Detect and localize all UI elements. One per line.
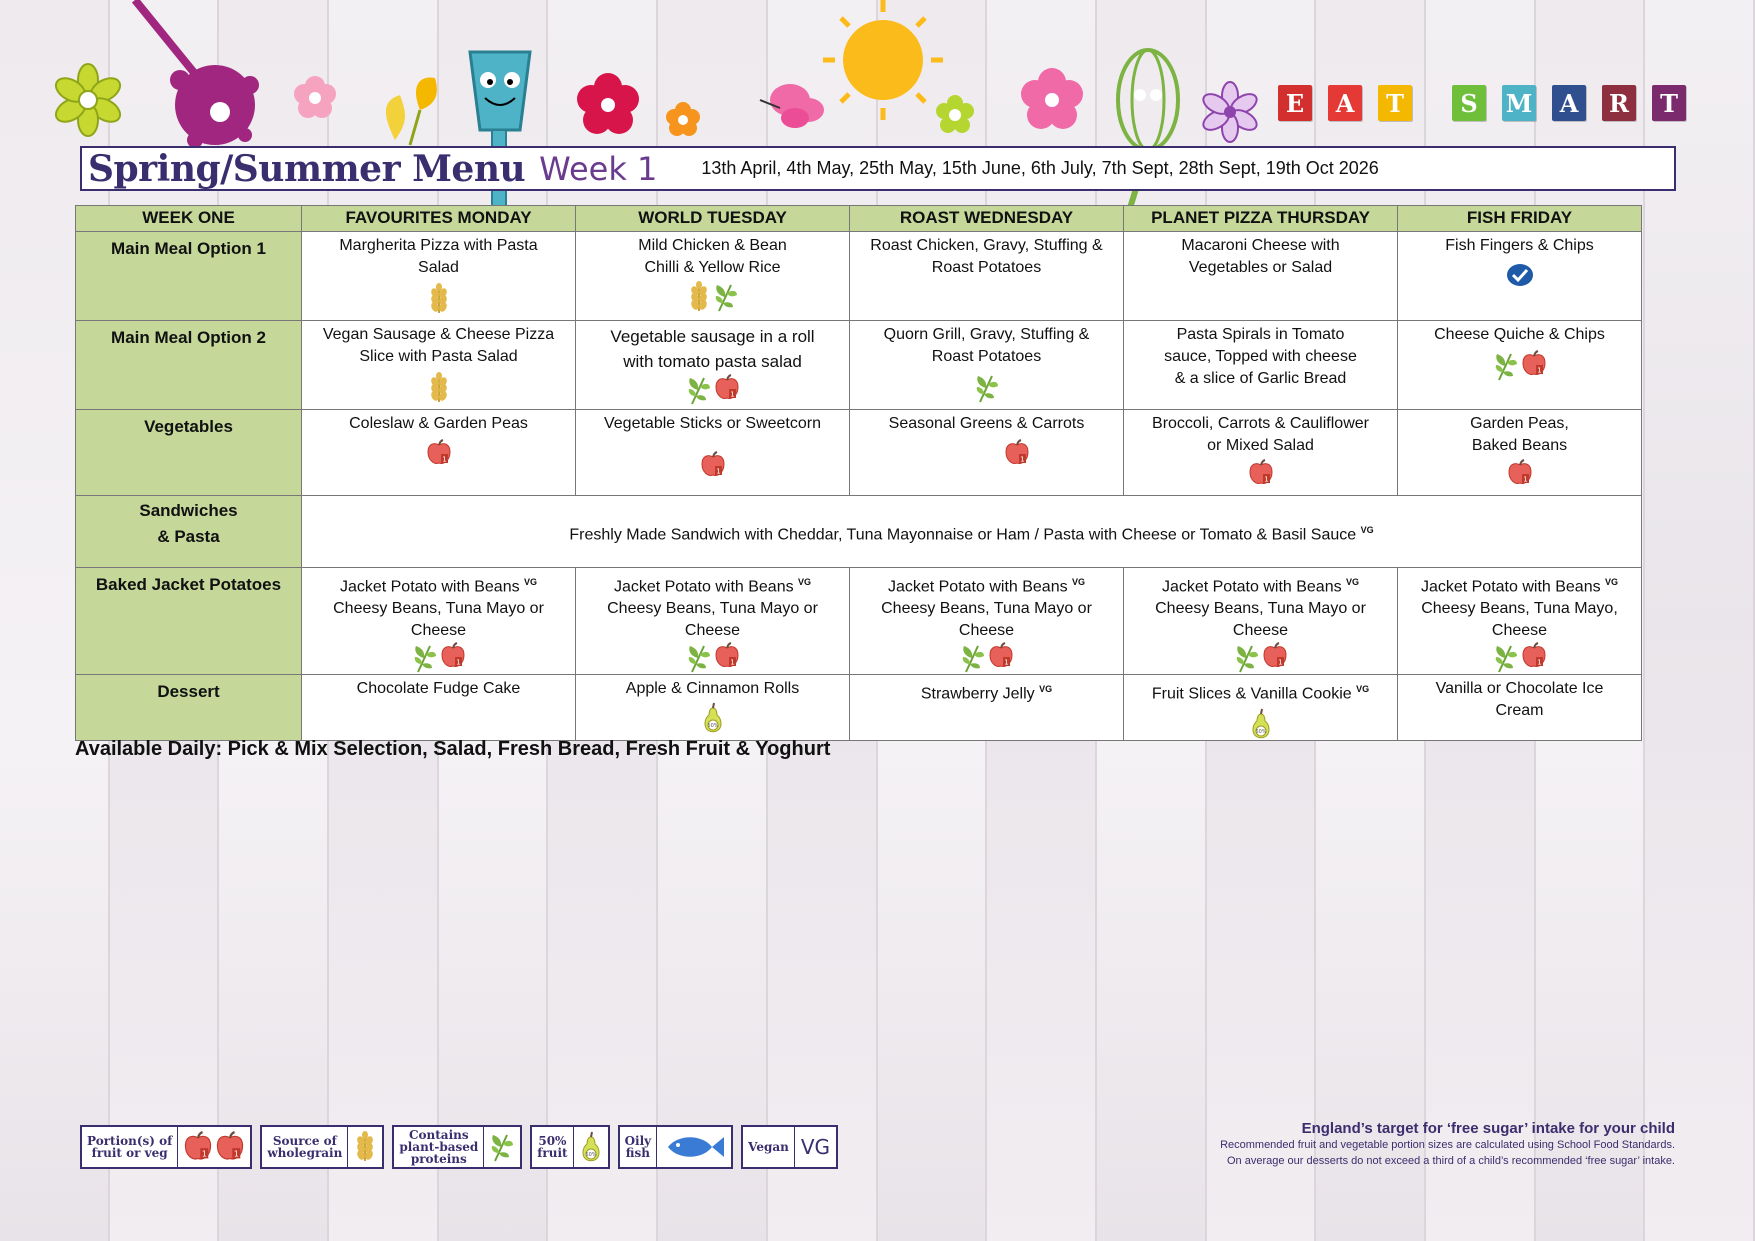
- menu-cell: [850, 410, 1124, 496]
- legend-fruit-veg: [80, 1125, 252, 1169]
- dish-text: Vegetable sausage in a roll with tomato pasta salad: [610, 327, 815, 371]
- header-monday: FAVOURITES MONDAY: [302, 206, 576, 232]
- menu-cell: [1124, 675, 1398, 740]
- sugar-note-line: Recommended fruit and vegetable portion sizes are calculated using School Food Standards.: [1220, 1139, 1675, 1151]
- legend-label: Vegan: [743, 1127, 795, 1167]
- dish-text: Garden Peas, Baked Beans: [1470, 415, 1569, 454]
- legend-label: Source of wholegrain: [262, 1127, 348, 1167]
- menu-cell: [302, 568, 576, 675]
- menu-cell: [1124, 321, 1398, 410]
- fruit-veg-icon: [215, 1131, 245, 1163]
- dish-text: Margherita Pizza with Pasta Salad: [339, 237, 538, 276]
- pear-icon: [579, 1131, 603, 1163]
- header-week-one: WEEK ONE: [76, 206, 302, 232]
- menu-cell: [1124, 232, 1398, 321]
- menu-cell: [576, 232, 850, 321]
- sun-icon: [823, 0, 943, 120]
- fruit-veg-icon: [440, 642, 466, 670]
- eat-smart-logo: [1278, 85, 1726, 121]
- menu-cell: [302, 321, 576, 410]
- fruit-veg-icon: [1262, 642, 1288, 670]
- fruit-veg-icon: [1507, 459, 1533, 487]
- dish-text-line1: Jacket Potato with Beans $^{VG}$: [339, 577, 538, 596]
- dish-text: Vegetable Sticks or Sweetcorn: [603, 415, 821, 432]
- logo-word-eat: [1278, 85, 1428, 121]
- dish-text-line1: Jacket Potato with Beans $^{VG}$: [887, 577, 1086, 596]
- plant-protein-icon: [713, 281, 739, 313]
- logo-tile: A: [1328, 85, 1362, 121]
- fruit-veg-icon: [1521, 642, 1547, 670]
- logo-tile: R: [1602, 85, 1636, 121]
- legend-label: Portion(s) of fruit or veg: [82, 1127, 178, 1167]
- menu-cell: [850, 675, 1124, 740]
- sugar-note-title: England’s target for ‘free sugar’ intake for your child: [1301, 1120, 1675, 1137]
- dish-text: Macaroni Cheese with Vegetables or Salad: [1181, 237, 1340, 276]
- wholegrain-icon: [427, 283, 451, 315]
- fruit-veg-icon: [183, 1131, 213, 1163]
- dish-text: Cheese Quiche & Chips: [1434, 326, 1605, 343]
- menu-banner: [80, 146, 1676, 191]
- menu-cell: [1398, 232, 1642, 321]
- dish-text: Vegan Sausage & Cheese Pizza Slice with Pasta Salad: [322, 326, 555, 365]
- plant-protein-icon: [1493, 642, 1519, 674]
- table-row: [76, 321, 1642, 410]
- table-row: [76, 410, 1642, 496]
- plant-protein-icon: [489, 1131, 515, 1163]
- menu-cell: [302, 232, 576, 321]
- flower-icon: [52, 64, 124, 136]
- menu-table: [75, 205, 1642, 741]
- plant-protein-icon: [960, 642, 986, 674]
- fifty-badge-text: 50%: [585, 1152, 597, 1158]
- dish-text: Quorn Grill, Gravy, Stuffing & Roast Potatoes: [883, 326, 1090, 365]
- fruit-veg-icon: [714, 642, 740, 670]
- dish-text: Coleslaw & Garden Peas: [349, 415, 528, 432]
- fruit-veg-icon: [714, 374, 740, 402]
- fifty-percent-fruit-icon: [701, 702, 725, 734]
- dish-text: Fruit Slices & Vanilla Cookie $^{VG}$: [1151, 684, 1370, 703]
- fruit-veg-icon: [426, 439, 452, 467]
- header-tuesday: WORLD TUESDAY: [576, 206, 850, 232]
- logo-tile: T: [1652, 85, 1686, 121]
- dish-text: Cheesy Beans, Tuna Mayo or Cheese: [1155, 600, 1366, 640]
- vegan-tag: VG: [800, 1135, 831, 1159]
- header-friday: FISH FRIDAY: [1398, 206, 1642, 232]
- logo-tile: T: [1378, 85, 1412, 121]
- plant-protein-icon: [1493, 350, 1519, 382]
- menu-cell: [576, 410, 850, 496]
- legend-vegan: [741, 1125, 838, 1169]
- logo-tile: E: [1278, 85, 1312, 121]
- legend: [80, 1125, 838, 1169]
- legend-wholegrain: [260, 1125, 384, 1169]
- plant-protein-icon: [1234, 642, 1260, 674]
- row-label-vegetables: Vegetables: [76, 410, 302, 496]
- table-row: [76, 232, 1642, 321]
- legend-label: Oily fish: [620, 1127, 658, 1167]
- vegan-tag: VG: [1346, 577, 1360, 587]
- plant-protein-icon: [412, 642, 438, 674]
- vegan-tag: VG: [1360, 525, 1374, 536]
- logo-word-smart: [1452, 85, 1702, 121]
- vegan-tag: VG: [1039, 684, 1053, 695]
- dish-text: Cheesy Beans, Tuna Mayo or Cheese: [607, 600, 818, 640]
- vegan-tag: VG: [1072, 577, 1086, 587]
- legend-fifty-fruit: [530, 1125, 609, 1169]
- vegan-tag: VG: [524, 577, 538, 587]
- butterfly-icon: [760, 84, 824, 128]
- fruit-veg-icon: [700, 451, 726, 479]
- spoon-splat-icon: [135, 0, 259, 148]
- table-row: [76, 675, 1642, 740]
- flower-icon: [294, 76, 336, 118]
- dish-text: Mild Chicken & Bean Chilli & Yellow Rice: [638, 237, 787, 276]
- dish-text-line1: Jacket Potato with Beans $^{VG}$: [613, 577, 812, 596]
- dish-text: Strawberry Jelly $^{VG}$: [920, 684, 1053, 703]
- vegan-tag: VG: [1356, 684, 1370, 695]
- menu-dates: 13th April, 4th May, 25th May, 15th June, 6th July, 7th Sept, 28th Sept, 19th Oct 2026: [701, 158, 1379, 178]
- table-row: [76, 496, 1642, 568]
- dish-text: Seasonal Greens & Carrots: [888, 415, 1085, 432]
- menu-cell: [1124, 568, 1398, 675]
- sugar-note-line: On average our desserts do not exceed a third of a child’s recommended ‘free sugar’ intake.: [1227, 1155, 1675, 1167]
- sandwich-text: Freshly Made Sandwich with Cheddar, Tuna Mayonnaise or Ham / Pasta with Cheese or Tomato & Basil Sauce: [569, 526, 1357, 544]
- menu-cell: [576, 568, 850, 675]
- dish-text: Broccoli, Carrots & Cauliflower or Mixed Salad: [1152, 415, 1369, 454]
- dish-text: Fish Fingers & Chips: [1445, 237, 1594, 254]
- available-daily-text: Available Daily: Pick & Mix Selection, Salad, Fresh Bread, Fresh Fruit & Yoghurt: [75, 738, 831, 760]
- menu-week: Week 1: [539, 149, 658, 188]
- dish-text: Apple & Cinnamon Rolls: [625, 680, 800, 698]
- legend-oily-fish: [618, 1125, 734, 1169]
- dish-text: Pasta Spirals in Tomato sauce, Topped with cheese & a slice of Garlic Bread: [1164, 326, 1357, 387]
- dish-text: Cheesy Beans, Tuna Mayo or Cheese: [881, 600, 1092, 640]
- wholegrain-icon: [353, 1131, 377, 1163]
- menu-cell: [1124, 410, 1398, 496]
- menu-cell: [1398, 321, 1642, 410]
- menu-cell: [1398, 568, 1642, 675]
- row-label-sandwiches-line1: Sandwiches: [139, 501, 238, 520]
- plant-protein-icon: [686, 642, 712, 674]
- oily-fish-icon: [1506, 261, 1534, 289]
- flower-icon: [1200, 82, 1260, 142]
- fruit-veg-icon: [1248, 459, 1274, 487]
- logo-tile: A: [1552, 85, 1586, 121]
- header-thursday: PLANET PIZZA THURSDAY: [1124, 206, 1398, 232]
- menu-cell: [576, 321, 850, 410]
- menu-cell: [850, 321, 1124, 410]
- menu-cell: [850, 568, 1124, 675]
- menu-cell: [850, 232, 1124, 321]
- table-header-row: [76, 206, 1642, 232]
- logo-tile: S: [1452, 85, 1486, 121]
- dish-text-line1: Jacket Potato with Beans $^{VG}$: [1161, 577, 1360, 596]
- dish-text-line1: Jacket Potato with Beans $^{VG}$: [1420, 577, 1619, 596]
- flower-icon: [1021, 68, 1083, 129]
- row-label-main1: Main Meal Option 1: [76, 232, 302, 321]
- dish-text: Vanilla or Chocolate Ice Cream: [1435, 680, 1604, 720]
- row-label-sandwiches-line2: & Pasta: [157, 527, 220, 546]
- menu-cell: [1398, 675, 1642, 740]
- sandwich-cell: [302, 496, 1642, 568]
- menu-cell: [302, 675, 576, 740]
- wholegrain-icon: [427, 372, 451, 404]
- flower-icon: [936, 95, 974, 133]
- fifty-percent-fruit-icon: [1249, 708, 1273, 740]
- dish-text: Chocolate Fudge Cake: [356, 680, 521, 698]
- sugar-note: [1220, 1120, 1675, 1169]
- fruit-veg-icon: [1004, 439, 1030, 467]
- menu-title: Spring/Summer Menu: [88, 147, 526, 190]
- row-label-dessert: Dessert: [76, 675, 302, 740]
- fruit-veg-icon: [1521, 350, 1547, 378]
- plant-protein-icon: [974, 372, 1000, 404]
- logo-tile: M: [1502, 85, 1536, 121]
- plant-protein-icon: [686, 374, 712, 406]
- row-label-main2: Main Meal Option 2: [76, 321, 302, 410]
- dish-text: Roast Chicken, Gravy, Stuffing & Roast Potatoes: [870, 237, 1103, 276]
- dish-text: Cheesy Beans, Tuna Mayo, Cheese: [1421, 600, 1618, 640]
- header-wednesday: ROAST WEDNESDAY: [850, 206, 1124, 232]
- dish-text: Cheesy Beans, Tuna Mayo or Cheese: [333, 600, 544, 640]
- wholegrain-icon: [687, 281, 711, 313]
- table-row: [76, 568, 1642, 675]
- tulip-icon: [386, 77, 437, 145]
- legend-label: Contains plant-based proteins: [394, 1127, 484, 1167]
- vegan-tag: VG: [798, 577, 812, 587]
- fish-icon: [662, 1132, 726, 1162]
- menu-cell: [1398, 410, 1642, 496]
- vegan-tag: VG: [1605, 577, 1619, 587]
- row-label-sandwiches: [76, 496, 302, 568]
- legend-plant-protein: [392, 1125, 522, 1169]
- row-label-jacket: Baked Jacket Potatoes: [76, 568, 302, 675]
- legend-label: 50% fruit: [532, 1127, 573, 1167]
- flower-icon: [666, 102, 700, 136]
- flower-icon: [577, 73, 639, 134]
- fruit-veg-icon: [988, 642, 1014, 670]
- menu-cell: [576, 675, 850, 740]
- menu-cell: [302, 410, 576, 496]
